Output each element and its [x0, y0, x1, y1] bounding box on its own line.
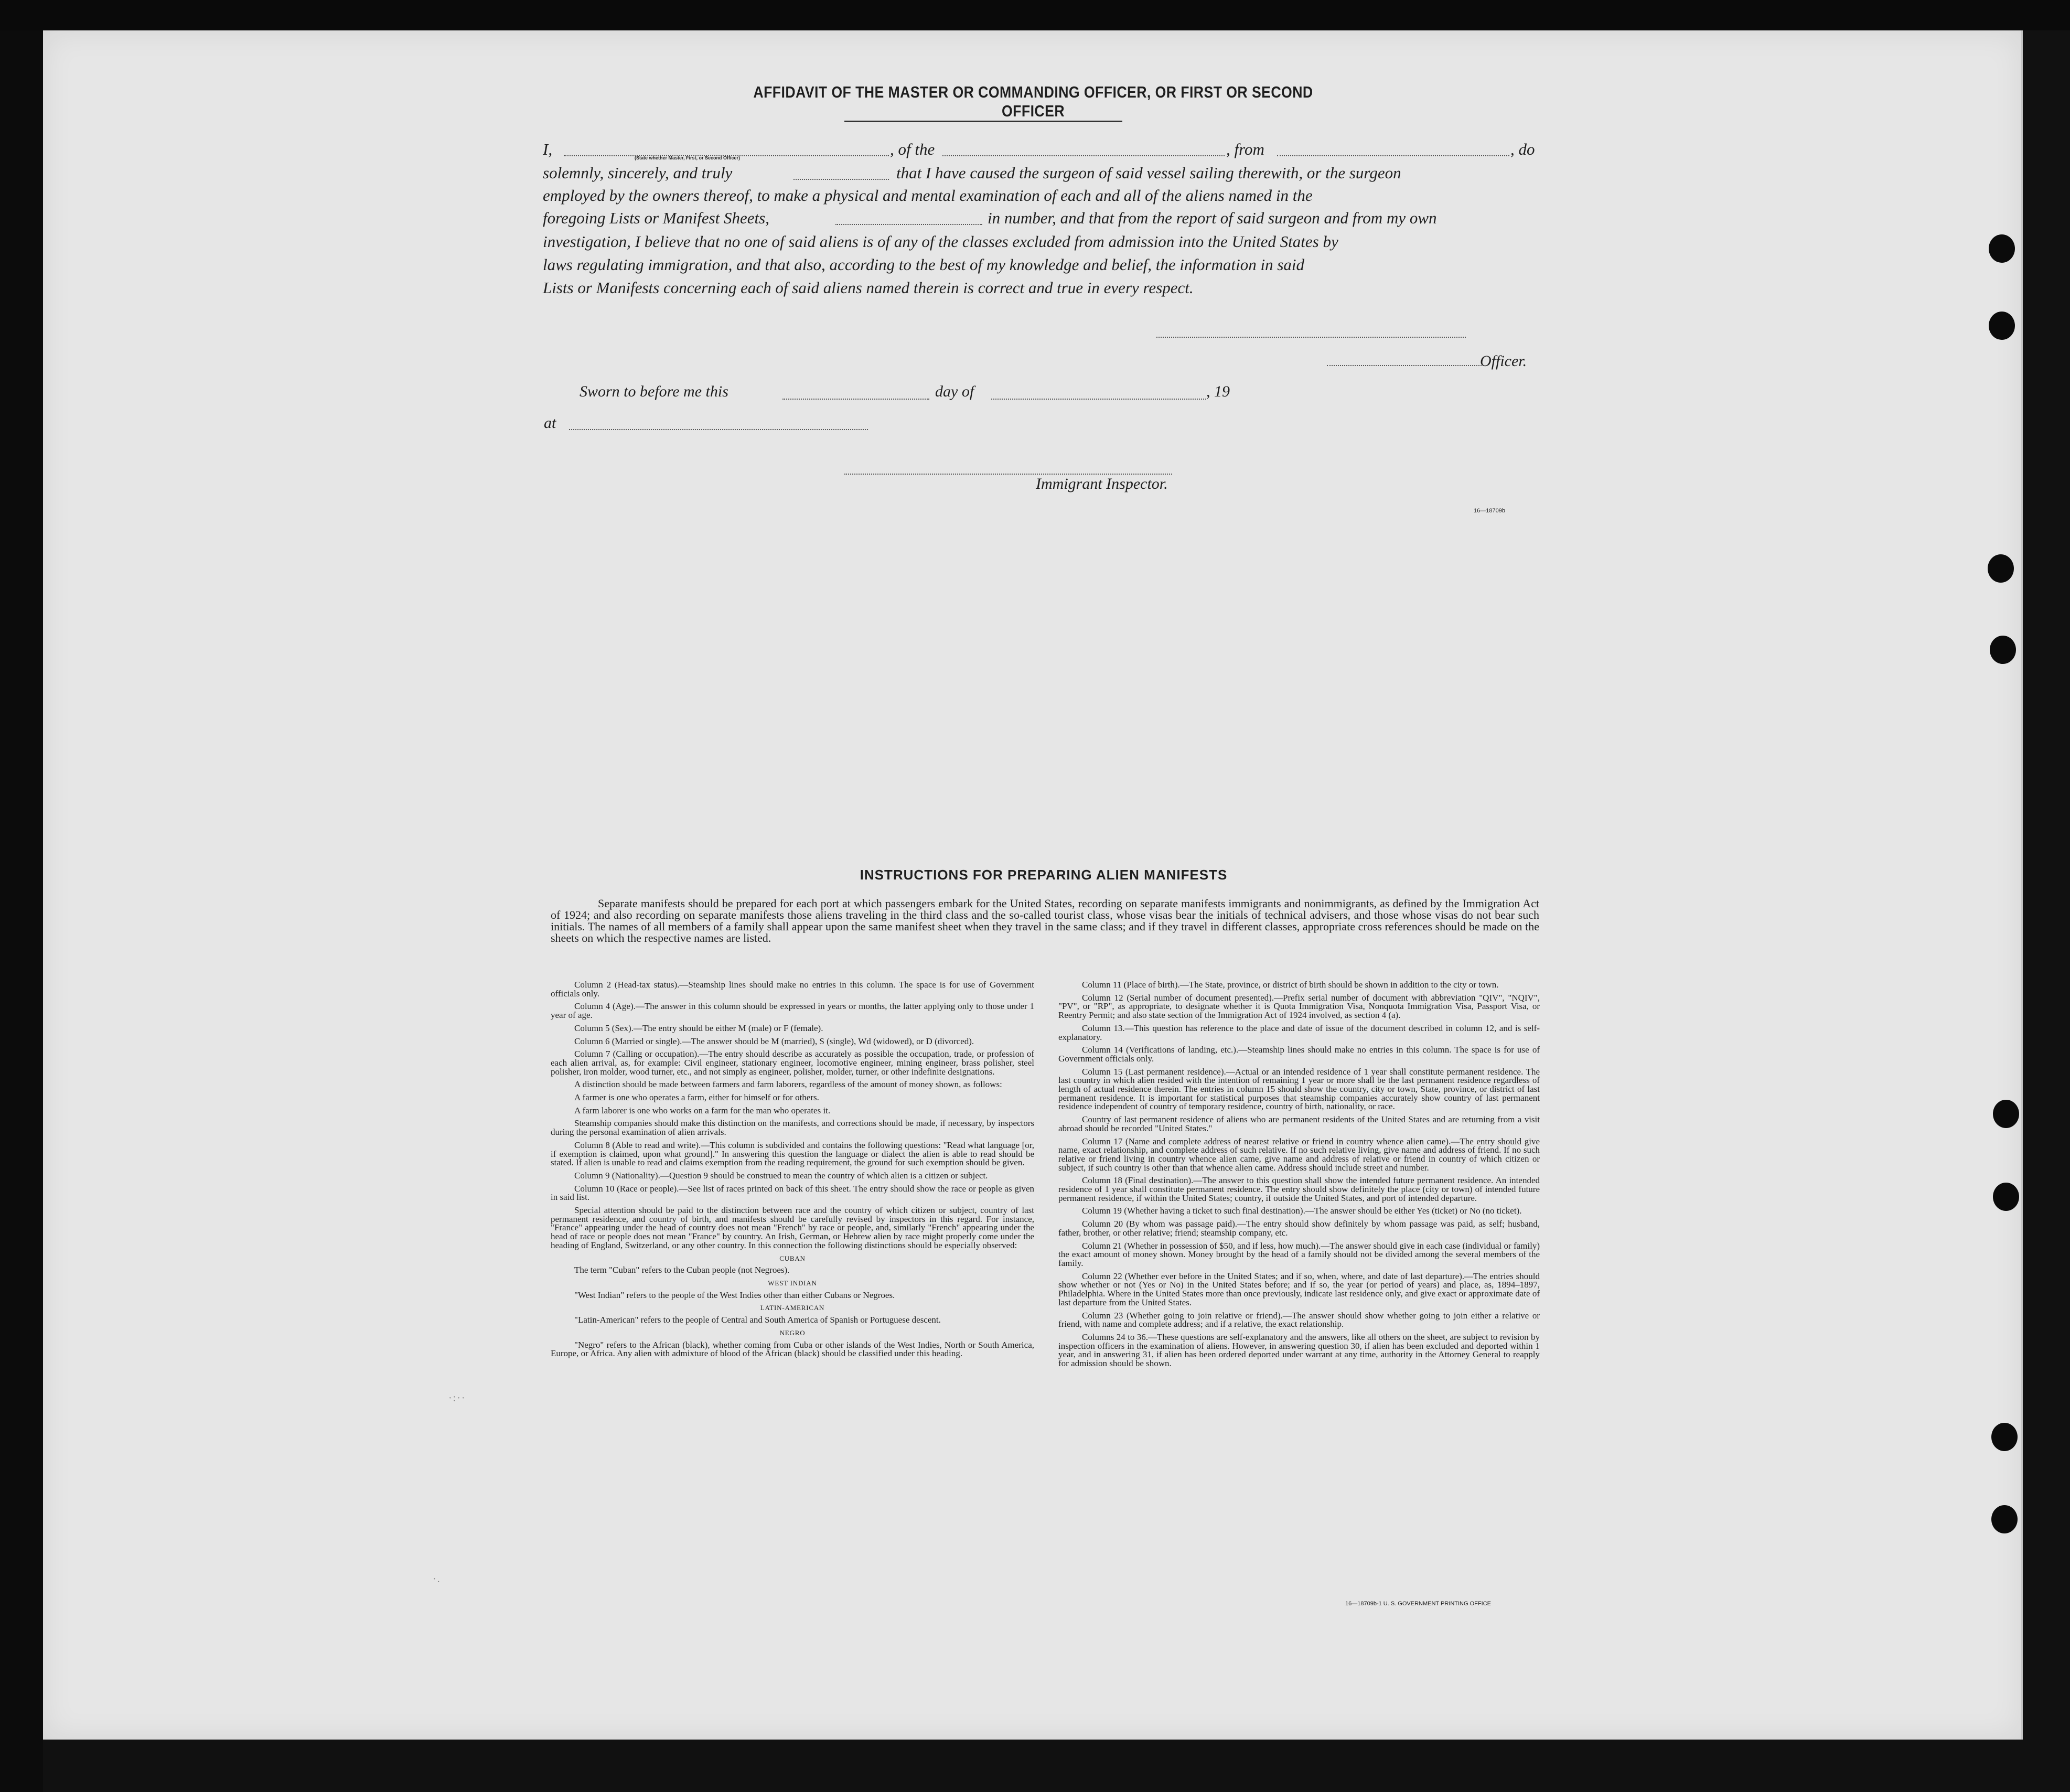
instructions-left-column — [551, 981, 1034, 1362]
affidavit-text: , do — [1510, 140, 1535, 158]
instruction-column-14: Column 14 (Verifications of landing, etc.).—Steamship lines should make no entries in this column. The space is for use of Government officials only. — [1058, 1045, 1540, 1064]
punch-hole-icon — [1989, 312, 2015, 340]
definition-west-indian: "West Indian" refers to the people of the West Indies other than either Cubans or Negroes. — [574, 1290, 895, 1300]
affidavit-text: Lists or Manifests concerning each of said aliens named therein is correct and true in every respect. — [543, 278, 1194, 297]
affidavit-text: I, — [543, 140, 553, 158]
instruction-column-5: Column 5 (Sex).—The entry should be either M (male) or F (female). — [574, 1023, 823, 1033]
affidavit-text: , of the — [890, 140, 935, 158]
definition-negro: "Negro" refers to the African (black), whether coming from Cuba or other islands of the West Indies, North or South America, Europe, or Africa. Any alien with admixture of blood of the African (black) should be classified under this heading. — [551, 1339, 1034, 1359]
instruction-column-9: Column 9 (Nationality).—Question 9 should be construed to mean the country of which alien is a citizen or subject. — [574, 1170, 988, 1181]
vessel-name-blank[interactable] — [942, 155, 1225, 156]
affidavit-text: in number, and that from the report of said surgeon and from my own — [988, 209, 1437, 227]
inspector-label: Immigrant Inspector. — [1036, 475, 1168, 492]
subheading-west-indian: WEST INDIAN — [768, 1279, 817, 1287]
instruction-race-country: Special attention should be paid to the distinction between race and the country of which citizen or subject, country of last permanent residence, and country of birth, and manifests should be carefully revised by inspectors in this regard. For instance, "France" appearing under the head of country does not mean "French" by race or people, and, similarly "French" appearing under the head of race or people does not mean "France" by country. An Irish, German, or Hebrew alien by race might properly come under the heading of England, Switzerland, or any other country. In this connection the following distinctions should be especially observed: — [551, 1205, 1034, 1250]
subheading-negro: NEGRO — [779, 1328, 806, 1337]
instruction-columns-24-36: Columns 24 to 36.—These questions are self-explanatory and the answers, like all others on the sheet, are subject to revision by inspection officers in the examination of aliens. However, in answering question 30, if alien has been excluded and deported within 1 year, and in answering 31, if alien has been ordered deported under warrant at any time, authority in the Attorney General to reapply for admission should be shown. — [1058, 1332, 1540, 1369]
instruction-column-18: Column 18 (Final destination).—The answer to this question shall show the intended future permanent residence. An intended residence of 1 year shall constitute permanent residence. The entry should show definitely the place (city or town) of intended future permanent residence, if within the United States; country, if outside the United States, and port of intended departure. — [1058, 1175, 1540, 1203]
punch-hole-icon — [1993, 1183, 2019, 1211]
instruction-column-6: Column 6 (Married or single).—The answer should be M (married), S (single), Wd (widowed), or D (divorced). — [574, 1036, 974, 1046]
sheet-count-blank[interactable] — [835, 224, 982, 225]
at-label: at — [544, 414, 556, 432]
year-label: , 19 — [1206, 383, 1230, 400]
instructions-title: INSTRUCTIONS FOR PREPARING ALIEN MANIFESTS — [860, 867, 1228, 883]
affidavit-text: that I have caused the surgeon of said vessel sailing therewith, or the surgeon — [896, 164, 1401, 182]
punch-hole-icon — [1993, 1100, 2019, 1128]
instructions-intro: Separate manifests should be prepared for each port at which passengers embark for the United States, recording on separate manifests immigrants and nonimmigrants, as defined by the Immigration Act of 1924; and also recording on separate manifests those aliens traveling in the third class and the so-called tourist class, whose visas bear the initials of technical advisers, and those whose visas do not bear such initials. The names of all members of a family shall appear upon the same manifest sheet when they travel in the same class; and if they travel in different classes, appropriate cross references should be made on the sheets on which the respective names are listed. — [551, 897, 1539, 945]
instruction-column-8: Column 8 (Able to read and write).—This column is subdivided and contains the following questions: "Read what language [or, if exemption is claimed, upon what ground]." In answering this question the language or dialect the alien is able to read should be stated. If alien is unable to read and claims exemption from the reading requirement, the ground for such exemption should be given. — [551, 1140, 1034, 1168]
printing-office-footer: 16—18709b-1 U. S. GOVERNMENT PRINTING OFFICE — [1345, 1601, 1491, 1607]
punch-hole-icon — [1989, 234, 2015, 263]
punch-hole-icon — [1991, 1505, 2018, 1533]
scan-smudge: ·:·· — [448, 1392, 466, 1404]
affidavit-text: investigation, I believe that no one of said aliens is of any of the classes excluded from admission into the United States by — [543, 232, 1338, 251]
instruction-column-11: Column 11 (Place of birth).—The State, province, or district of birth should be shown in addition to the city or town. — [1082, 980, 1499, 990]
instruction-farmer: A farmer is one who operates a farm, either for himself or for others. — [574, 1092, 819, 1103]
instruction-column-17: Column 17 (Name and complete address of nearest relative or friend in country whence alien came).—The entry should give name, exact relationship, and complete address of such relative. If no such relative living, give name and address of friend. If no such relative or friend living in country whence alien came, give name and address of relative or friend in country of which citizen or subject, if such country is other than that whence alien came. Address should include street and number. — [1058, 1136, 1540, 1173]
affidavit-title: AFFIDAVIT OF THE MASTER OR COMMANDING OFFICER, OR FIRST OR SECOND OFFICER — [753, 83, 1313, 120]
instruction-corrections: Steamship companies should make this distinction on the manifests, and corrections should be made, if necessary, by inspectors during the personal examination of alien arrivals. — [551, 1118, 1034, 1138]
instruction-column-2: Column 2 (Head-tax status).—Steamship lines should make no entries in this column. The space is for use of Government officials only. — [551, 980, 1034, 999]
instruction-column-10: Column 10 (Race or people).—See list of races printed on back of this sheet. The entry should show the race or people as given in said list. — [551, 1183, 1034, 1203]
instruction-column-23: Column 23 (Whether going to join relative or friend).—The answer should show whether going to join either a relative or friend, with name and complete address; and if a relative, the exact relationship. — [1058, 1310, 1540, 1329]
subheading-latin-american: LATIN-AMERICAN — [760, 1304, 825, 1312]
instructions-right-column — [1058, 981, 1540, 1372]
instruction-column-7: Column 7 (Calling or occupation).—The entry should describe as accurately as possible the occupation, trade, or profession of each alien arrival, as, for example: Civil engineer, stationary engineer, locomotive engineer, mining engineer, brass polisher, steel polisher, iron molder, wood turner, etc., and not simply as engineer, polisher, molder, turner, or other indefinite designations. — [551, 1049, 1034, 1077]
punch-hole-icon — [1990, 636, 2016, 664]
instruction-column-12: Column 12 (Serial number of document presented).—Prefix serial number of document with abbreviation "QIV", "NQIV", "PV", or "RP", as appropriate, to designate whether it is Quota Immigration Visa, Nonquota Immigration Visa, Passport Visa, or Reentry Permit; and also state section of the Immigration Act of 1924 involved, as section 4 (a). — [1058, 992, 1540, 1021]
subheading-cuban: CUBAN — [779, 1254, 806, 1262]
scan-smudge: ·. — [433, 1573, 441, 1585]
officer-signature-line[interactable] — [1327, 365, 1482, 366]
affidavit-line-4 — [543, 207, 1534, 229]
affidavit-line-7 — [543, 277, 1534, 299]
instruction-column-4: Column 4 (Age).—The answer in this column should be expressed in years or months, the latter applying only to those under 1 year of age. — [551, 1001, 1034, 1021]
title-divider — [844, 121, 1122, 122]
sworn-day-blank[interactable] — [782, 399, 929, 400]
page-edge — [2021, 30, 2023, 1740]
affidavit-line-5 — [543, 231, 1534, 253]
place-blank[interactable] — [569, 429, 868, 430]
affidavit-line-6 — [543, 254, 1534, 276]
affidavit-text: employed by the owners thereof, to make a physical and mental examination of each and all of the aliens named in the — [543, 186, 1313, 205]
instruction-column-20: Column 20 (By whom was passage paid).—The entry should show definitely by whom passage was paid, as self; husband, father, brother, or other relative; friend; steamship company, etc. — [1058, 1219, 1540, 1238]
punch-hole-icon — [1991, 1423, 2018, 1451]
instruction-column-21: Column 21 (Whether in possession of $50, and if less, how much).—The answer should give in each case (individual or family) the exact amount of money shown. Money brought by the head of a family should not be divided among the several members of the family. — [1058, 1240, 1540, 1268]
officer-label: Officer. — [1480, 352, 1527, 370]
definition-latin-american: "Latin-American" refers to the people of Central and South America of Spanish or Portuguese descent. — [574, 1315, 941, 1325]
scan-border-top — [0, 0, 2070, 30]
day-of-label: day of — [935, 383, 974, 400]
signature-line[interactable] — [1156, 337, 1466, 338]
instruction-us-residents: Country of last permanent residence of aliens who are permanent residents of the United States and are returning from a visit abroad should be recorded "United States." — [1058, 1114, 1540, 1133]
affidavit-line-3 — [543, 185, 1534, 207]
form-number: 16—18709b — [1474, 508, 1505, 514]
officer-rank-note: (State whether Master, First, or Second Officer) — [635, 155, 741, 160]
affidavit-line-2 — [543, 162, 1534, 184]
punch-hole-icon — [1988, 554, 2014, 583]
instruction-column-15: Column 15 (Last permanent residence).—Actual or an intended residence of 1 year shall constitute permanent residence. The last country in which alien resided with the intention of remaining 1 year or more shall be the last permanent residence regardless of length of actual residence therein. The entries in column 15 should show the country, city or town, State, province, or district of last permanent residence. It is important for statistical purposes that steamship companies accurately show country of last permanent residence independent of country of temporary residence, country of birth, nationality, or race. — [1058, 1066, 1540, 1112]
affidavit-text: foregoing Lists or Manifest Sheets, — [543, 209, 769, 227]
sworn-text: Sworn to before me this — [580, 383, 728, 400]
affidavit-text: laws regulating immigration, and that also, according to the best of my knowledge and belief, the information in said — [543, 255, 1305, 274]
port-blank[interactable] — [1277, 155, 1509, 156]
inspector-signature-line[interactable] — [844, 474, 1172, 475]
instruction-farm-laborer: A farm laborer is one who works on a farm for the man who operates it. — [574, 1105, 831, 1115]
instruction-column-13: Column 13.—This question has reference to the place and date of issue of the document described in column 12, and is self-explanatory. — [1058, 1023, 1540, 1042]
instruction-column-22: Column 22 (Whether ever before in the United States; and if so, when, where, and date of last departure).—The entries should show whether or not (Yes or No) in the United States before; and if so, the year (or period of years) and place, as, 1894–1897, Philadelphia. Where in the United States more than once previously, indicate last residence only, and give exact or approximate date of last departure from the United States. — [1058, 1271, 1540, 1307]
swear-affirm-blank[interactable] — [793, 179, 889, 180]
affidavit-text: , from — [1226, 140, 1264, 158]
instruction-column-19: Column 19 (Whether having a ticket to such final destination).—The answer should be either Yes (ticket) or No (no ticket). — [1082, 1206, 1522, 1216]
scan-border-left — [0, 0, 43, 1792]
sworn-month-blank[interactable] — [991, 399, 1206, 400]
definition-cuban: The term "Cuban" refers to the Cuban people (not Negroes). — [574, 1265, 790, 1275]
instruction-farm-distinction: A distinction should be made between farmers and farm laborers, regardless of the amount of money shown, as follows: — [574, 1079, 1002, 1090]
affidavit-text: solemnly, sincerely, and truly — [543, 164, 733, 182]
